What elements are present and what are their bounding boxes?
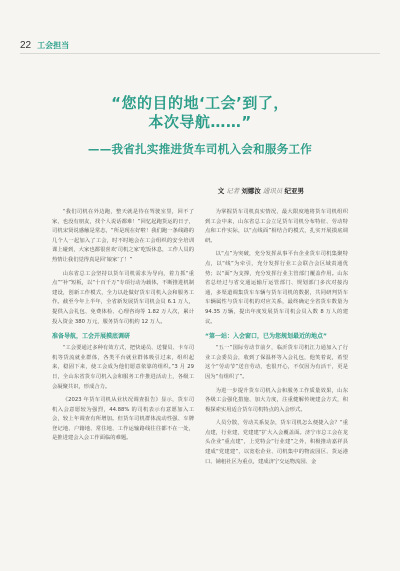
body-paragraph: 山东省总工会坚持以货车司机需求为导向，着力抓“重点”“补”短板，以“十百千万”专项行动为载体，不断推进机制建设，创新工作模式，全力以赴做好货车司机入会和服务工作。截至今年上半年，全省新发展货车司机会员 6.1 万人，提供入会礼包、免费体检、心理咨询等 1.82 万人次，累计投入资金 380 万元，服务货车司机约 12 万人。 xyxy=(52,270,194,325)
byline-prefix: 文 xyxy=(217,187,225,195)
body-paragraph: “我们司机在外边跑，整天就是待在驾驶室里，回不了家，也没有朋友，找个人说话都难！”回忆起跑货运的日子，司机宋贤说感触是常态，“所是现在好啦！我们跑一条线路的几个人一起加入了工会，时不时地会在工会组织的安全培训课上碰到，大家也都很喜欢‘司机之家’吃饭休息，工作人员的热情让我们觉得真是回‘娘家’了！” xyxy=(52,209,194,263)
section-heading: 准备导航，工会开展摸底调研 xyxy=(52,333,131,341)
byline-role-correspondent: 通讯员 xyxy=(262,187,283,195)
body-paragraph: “工会要通过多种有效方式，把快递员、送餐员、卡车司机等货流就业群体，各类平台就业群体吸引过来，组织起来，稳固下来，使工会成为他们愿意依靠的组织。”3 月 29 日，全山东省货车司机入会和服务工作推进活动上，各级工会凝聚共识，形成合力。 xyxy=(52,345,194,390)
byline-name-reporter: 刘娜汝 xyxy=(241,187,261,195)
byline xyxy=(218,186,304,195)
page-header xyxy=(20,40,69,51)
section-tag: 工会担当 xyxy=(37,41,70,50)
body-paragraph: 《2023 年货车司机从业状况调查报告》显示，货车司机入会意愿较为强烈，44.88% 的司机表示有意愿加入工会，较上年调查有所增加。但货车司机群体流动性强、车牌登记地、户籍地、常住地、工作运输路线往往都不在一处，是推进建会入会工作面临的难题。 xyxy=(52,397,194,442)
byline-role-reporter: 记者 xyxy=(226,187,240,195)
article-title-block xyxy=(60,94,340,157)
right-column xyxy=(205,208,348,467)
header-divider xyxy=(20,53,380,54)
article-subtitle: ——我省扎实推进货车司机入会和服务工作 xyxy=(87,142,313,156)
left-column xyxy=(52,208,194,444)
article-title-line-2: 本次导航……” xyxy=(148,113,252,131)
body-paragraph: 以“点”为突破，充分发挥从事平台企业货车司机集聚特点，以“线”为牵引，充分发挥行业工会联合会区域责通优势；以“面”为支撑，充分发挥行业主管部门覆盖作用。山东省总经过与省交通运输厅运管部门、规划部门多次对接沟通，多渠道调集货车车辆与货车司机的数据，共同研判货车车辆属性与货车司机的对应关系，最终确定全省货车数量为 94.35 万辆，提出年度发展货车司机会员入数 8 万人的建议。 xyxy=(205,251,348,325)
article-title-line-1: “您的目的地‘工会’到了， xyxy=(111,94,289,112)
body-paragraph: 为掌握货车司机真实情况，最大限度地将货车司机组织到工会中来，山东省总工会立足货车司机分布特征、劳动特点和工作实际，以“点线面”相结合的模式，扎实开展摸底调研。 xyxy=(205,209,348,244)
byline-name-correspondent: 纪亚男 xyxy=(284,187,304,195)
page-number: 22 xyxy=(20,40,32,51)
section-heading: “第一站：入会窗口，已为您规划最近的地点” xyxy=(205,333,327,341)
body-paragraph: 为进一步提升货车司机入会和服务工作质量效果，山东各级工会强化措施、加大力度，注重健解传统建会方式，积极探索实用适合货车司机特点的入会形式。 xyxy=(205,387,348,413)
body-paragraph: 人员分散，劳动关系复杂，货车司机怎么便捷入会？“重点建，行业建，党建建”扩大入会覆盖面。济宁市总工会在龙头企业“重点建”，上党特会“行业建”之外，积极推动嘉祥县建成“党建建”，以宽松企业、司机集中的物流园区、货运港口、铺租社区为重点，建成济宁交运物流园、金 xyxy=(205,420,348,465)
body-paragraph: “五一”国际劳动节前夕，临沂货车司机江力通加入了行业工会委员会，收到了保温杯等入会礼包，他笑着说，希望这个“劳动节”送自劳动，也很开心，不仅因为有活干，更是因为“有组织了”。 xyxy=(205,345,348,380)
